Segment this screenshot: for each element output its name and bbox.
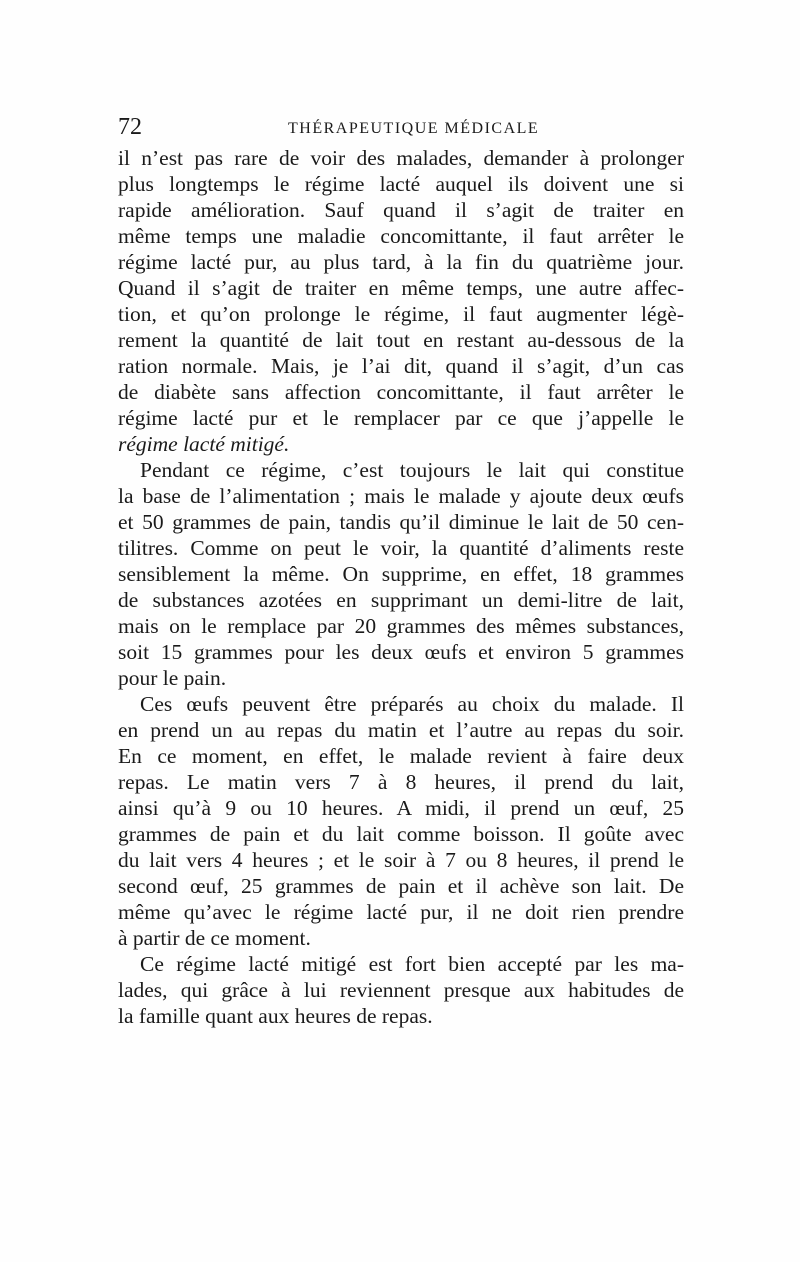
- text-line: pour le pain.: [118, 666, 227, 690]
- text-line: repas. Le matin vers 7 à 8 heures, il prend du lait,: [118, 770, 684, 794]
- page-number: 72: [118, 114, 142, 140]
- text-line: rapide amélioration. Sauf quand il s’agit de traiter en: [118, 198, 684, 222]
- text-line: ainsi qu’à 9 ou 10 heures. A midi, il prend un œuf, 25: [118, 796, 684, 820]
- paragraph-2: [118, 457, 684, 691]
- text-line: [118, 431, 684, 457]
- text-line: plus longtemps le régime lacté auquel ils doivent une si: [118, 172, 684, 196]
- text-line: en prend un au repas du matin et l’autre au repas du soir.: [118, 718, 684, 742]
- text-line: régime lacté pur et le remplacer par ce que j’appelle le: [118, 406, 684, 430]
- paragraph-4: [118, 951, 684, 1029]
- paragraph-3: [118, 691, 684, 951]
- text-line: régime lacté pur, au plus tard, à la fin du quatrième jour.: [118, 250, 684, 274]
- text-line: du lait vers 4 heures ; et le soir à 7 ou 8 heures, il prend le: [118, 848, 684, 872]
- text-line: de substances azotées en supprimant un demi-litre de lait,: [118, 588, 684, 612]
- text-line: tilitres. Comme on peut le voir, la quantité d’aliments reste: [118, 536, 684, 560]
- text-line: ration normale. Mais, je l’ai dit, quand il s’agit, d’un cas: [118, 354, 684, 378]
- text-line: grammes de pain et du lait comme boisson. Il goûte avec: [118, 822, 684, 846]
- text-line: sensiblement la même. On supprime, en effet, 18 grammes: [118, 562, 684, 586]
- italic-term: régime lacté mitigé.: [118, 432, 290, 456]
- text-line: Ces œufs peuvent être préparés au choix du malade. Il: [140, 692, 684, 716]
- text-line: second œuf, 25 grammes de pain et il achève son lait. De: [118, 874, 684, 898]
- text-line: mais on le remplace par 20 grammes des mêmes substances,: [118, 614, 684, 638]
- text-line: lades, qui grâce à lui reviennent presque aux habitudes de: [118, 978, 684, 1002]
- text-line: tion, et qu’on prolonge le régime, il faut augmenter légè-: [118, 302, 684, 326]
- text-line: même temps une maladie concomittante, il faut arrêter le: [118, 224, 684, 248]
- text-line: Quand il s’agit de traiter en même temps, une autre affec-: [118, 276, 684, 300]
- text-line: il n’est pas rare de voir des malades, demander à prolonger: [118, 146, 684, 170]
- text-line: Ce régime lacté mitigé est fort bien accepté par les ma-: [140, 952, 684, 976]
- text-line: la base de l’alimentation ; mais le malade y ajoute deux œufs: [118, 484, 684, 508]
- text-line: de diabète sans affection concomittante, il faut arrêter le: [118, 380, 684, 404]
- text-line: même qu’avec le régime lacté pur, il ne doit rien prendre: [118, 900, 684, 924]
- page-header: [118, 112, 684, 142]
- text-line: rement la quantité de lait tout en restant au-dessous de la: [118, 328, 684, 352]
- paragraph-1: [118, 145, 684, 457]
- text-line: à partir de ce moment.: [118, 926, 311, 950]
- text-line: soit 15 grammes pour les deux œufs et environ 5 grammes: [118, 640, 684, 664]
- running-head: THÉRAPEUTIQUE MÉDICALE: [288, 120, 540, 137]
- text-line: la famille quant aux heures de repas.: [118, 1004, 433, 1028]
- text-line: et 50 grammes de pain, tandis qu’il diminue le lait de 50 cen-: [118, 510, 684, 534]
- text-line: En ce moment, en effet, le malade revient à faire deux: [118, 744, 684, 768]
- body-text: [118, 145, 684, 1029]
- text-line: Pendant ce régime, c’est toujours le lait qui constitue: [140, 458, 684, 482]
